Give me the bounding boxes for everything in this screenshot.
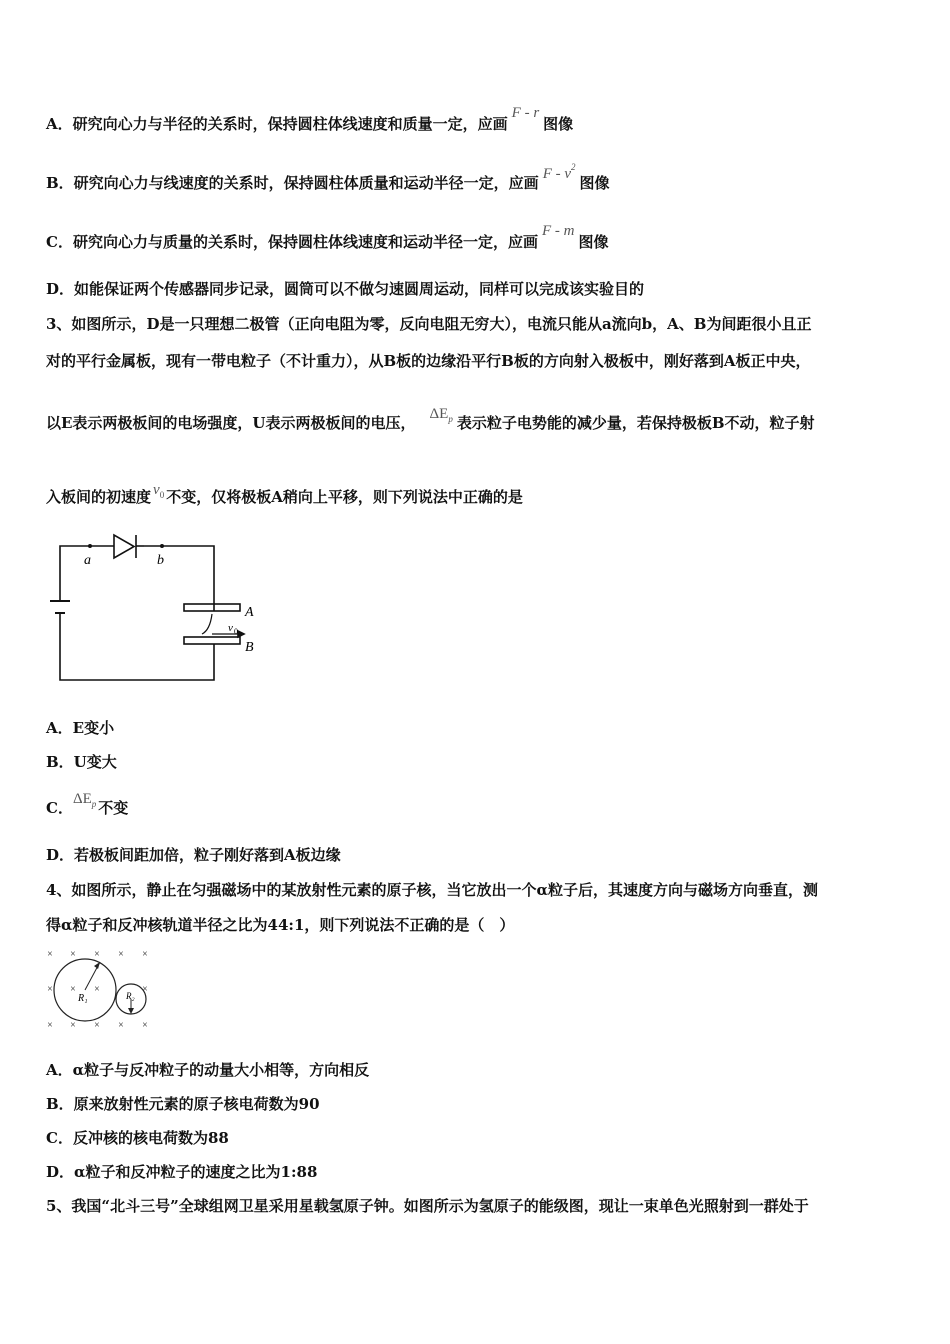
q3-option-c-label: C． [46, 799, 73, 817]
wire-bottom [60, 614, 214, 680]
label-node-b: b [157, 553, 164, 568]
q2-option-b-math-base: F - v [542, 166, 572, 182]
q4-option-c: C．反冲核的核电荷数为88 [46, 1129, 229, 1147]
q2-option-d: D．如能保证两个传感器同步记录，圆筒可以不做匀速圆周运动，同样可以完成该实验目的 [46, 280, 645, 298]
q2-option-b [46, 162, 610, 195]
q3-line4-text-b: 不变，仅将极板A稍向上平移，则下列说法中正确的是 [166, 488, 523, 506]
q4-stem-line1: 4、如图所示，静止在匀强磁场中的某放射性元素的原子核，当它放出一个α粒子后，其速度方向与磁场方向垂直，测 [46, 881, 818, 899]
q3-stem-line2: 对的平行金属板，现有一带电粒子（不计重力），从B板的边缘沿平行B板的方向射入极板中，刚好落到A板正中央， [46, 352, 811, 370]
q3-option-c-math-main: ΔE [72, 791, 92, 807]
label-node-a: a [84, 553, 91, 568]
field-mark: × [118, 949, 124, 960]
q2-option-c-text: C．研究向心力与质量的关系时，保持圆柱体线速度和运动半径一定，应画 [46, 233, 538, 251]
q3-line3-math-main: ΔE [429, 406, 449, 422]
q2-option-a-suffix: 图像 [543, 115, 574, 133]
field-mark: × [142, 949, 148, 960]
label-r2: R₂ [126, 991, 135, 1001]
q3-line3-math [430, 406, 453, 422]
particle-trajectory [202, 614, 212, 634]
field-mark: × [94, 984, 100, 995]
label-velocity: v [228, 622, 233, 634]
q3-circuit-diagram [44, 530, 274, 690]
q3-line3-math-sub: p [448, 414, 453, 424]
q2-option-a-text: A．研究向心力与半径的关系时，保持圆柱体线速度和质量一定，应画 [46, 115, 508, 133]
node-b-dot [160, 544, 164, 548]
label-plate-b: B [245, 640, 254, 655]
q3-line4-math-main: v [153, 482, 160, 498]
q3-stem-line1: 3、如图所示，D是一只理想二极管（正向电阻为零，反向电阻无穷大），电流只能从a流向b，A、B为间距很小且正 [46, 315, 812, 333]
q5-stem-line1: 5、我国“北斗三号”全球组网卫星采用星载氢原子钟。如图所示为氢原子的能级图，现让一束单色光照射到一群处于 [46, 1197, 809, 1215]
field-mark: × [70, 984, 76, 995]
field-mark: × [47, 1020, 53, 1031]
q3-option-d: D．若极板间距加倍，粒子刚好落到A板边缘 [46, 846, 341, 864]
field-mark: × [70, 949, 76, 960]
q3-option-c [46, 791, 129, 820]
field-mark: × [70, 1020, 76, 1031]
q4-magnetic-field-diagram [44, 945, 159, 1035]
q3-option-c-math [73, 791, 96, 807]
q2-option-b-text: B．研究向心力与线速度的关系时，保持圆柱体质量和运动半径一定，应画 [46, 174, 539, 192]
q2-option-a [46, 105, 574, 135]
q4-stem-line2: 得α粒子和反冲核轨道半径之比为44:1，则下列说法不正确的是（ ） [46, 916, 515, 934]
q2-option-b-suffix: 图像 [579, 174, 610, 192]
q2-option-a-math: F - r [511, 105, 540, 121]
field-mark: × [118, 1020, 124, 1031]
plate-b [184, 637, 240, 644]
q4-option-a: A．α粒子与反冲粒子的动量大小相等，方向相反 [46, 1061, 370, 1079]
node-a-dot [88, 544, 92, 548]
field-mark: × [142, 1020, 148, 1031]
q3-line4-text-a: 入板间的初速度 [46, 488, 152, 506]
field-mark: × [47, 949, 53, 960]
q3-line4-math-sub: 0 [159, 490, 165, 500]
q2-option-c-math: F - m [541, 223, 575, 239]
q3-option-b: B．U变大 [46, 753, 117, 771]
q4-option-d: D．α粒子和反冲粒子的速度之比为1:88 [46, 1163, 318, 1181]
q3-stem-line4 [46, 482, 523, 509]
q3-stem-line3 [46, 406, 815, 435]
label-plate-a: A [245, 605, 254, 620]
q3-line4-math [153, 482, 164, 498]
label-r1: R₁ [78, 993, 88, 1004]
q3-option-c-math-sub: p [91, 799, 97, 809]
q3-option-a: A．E变小 [46, 719, 115, 737]
q3-line3-text-b: 表示粒子电势能的减少量，若保持极板B不动，粒子射 [456, 414, 815, 432]
field-mark: × [94, 1020, 100, 1031]
wire-top-right [144, 546, 214, 604]
plate-a [184, 604, 240, 611]
q4-option-b: B．原来放射性元素的原子核电荷数为90 [46, 1095, 320, 1113]
q2-option-c [46, 223, 609, 253]
field-mark: × [47, 984, 53, 995]
diode-icon [114, 535, 134, 558]
q3-line3-text-a: 以E表示两极板间的电场强度，U表示两极板间的电压， [46, 414, 416, 432]
field-mark: × [142, 984, 148, 995]
q2-option-b-math-sup: 2 [571, 162, 576, 172]
label-velocity-sub: 0 [234, 627, 238, 636]
field-mark: × [94, 949, 100, 960]
q2-option-c-suffix: 图像 [578, 233, 609, 251]
q3-option-c-suffix: 不变 [98, 799, 129, 817]
q2-option-b-math [542, 162, 576, 182]
